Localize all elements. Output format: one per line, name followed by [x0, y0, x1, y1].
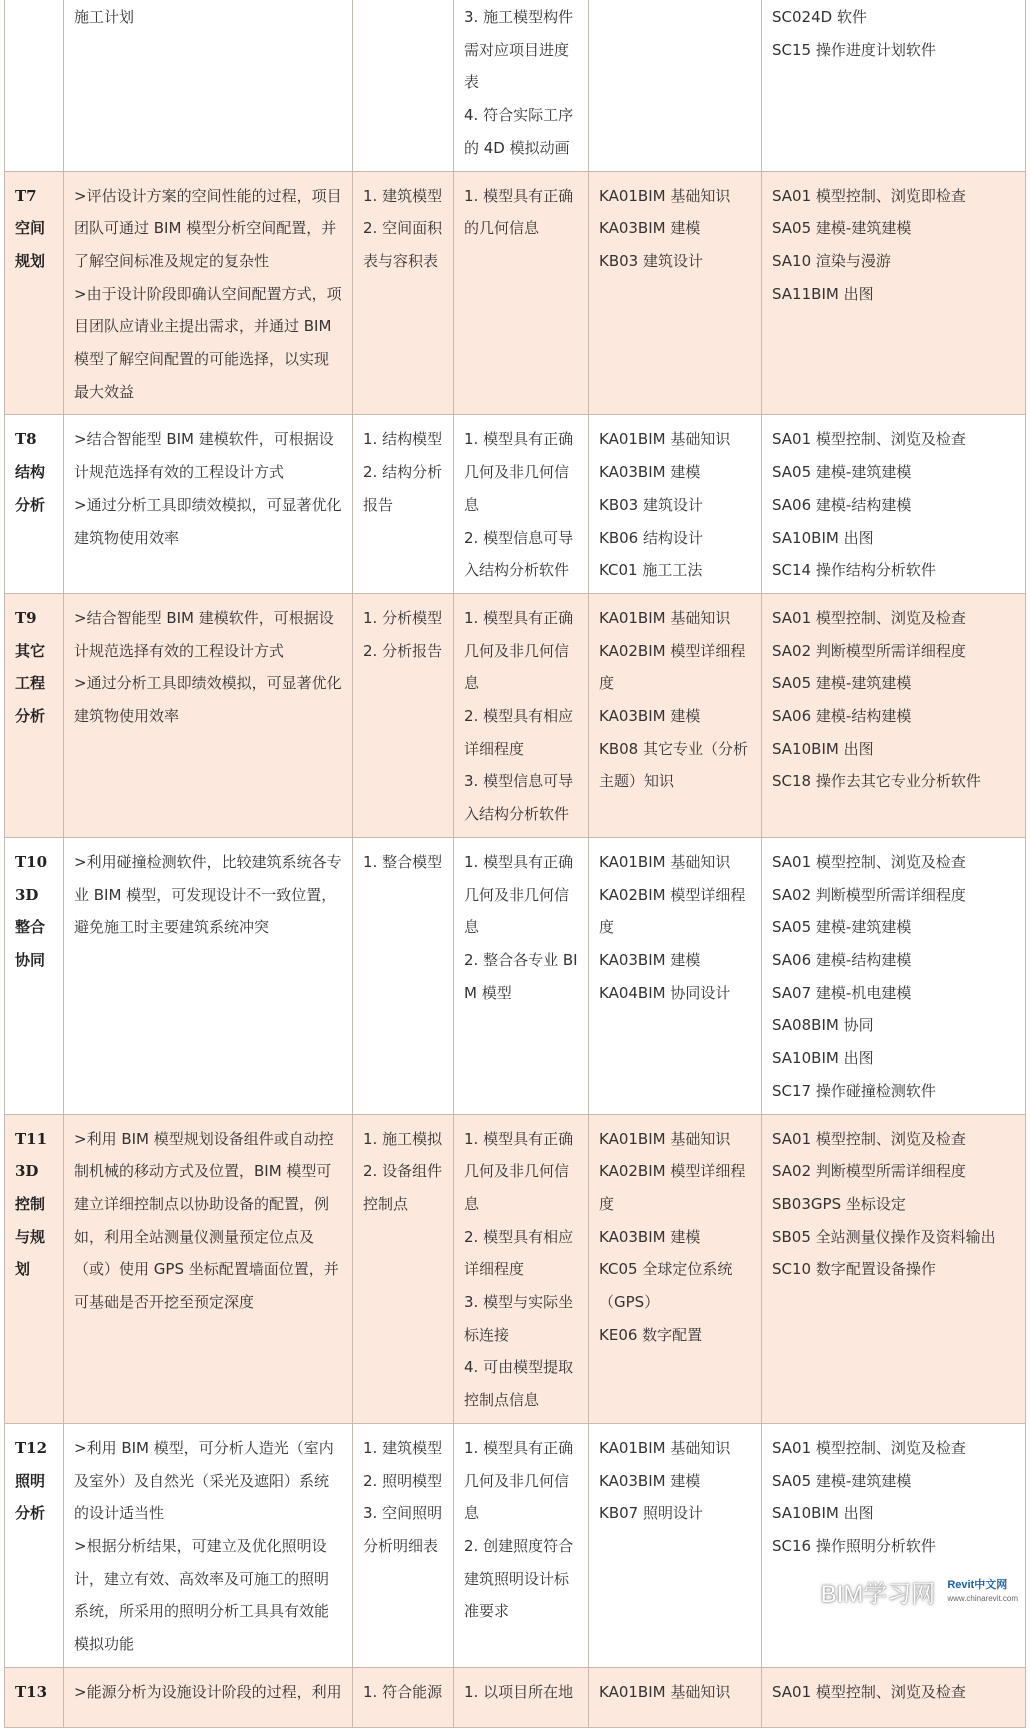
deliverables-line: 2. 照明模型: [363, 1471, 443, 1490]
knowledge-line: KA01BIM 基础知识: [599, 430, 731, 449]
skills-line: SC17 操作碰撞检测软件: [772, 1081, 936, 1100]
requirements-line: 1. 模型具有正确几何及非几何信息: [464, 852, 574, 937]
requirements-line: 2. 模型具有相应详细程度: [464, 707, 574, 758]
table-row: [5, 593, 1026, 837]
knowledge-line: KC01 施工工法: [599, 561, 703, 580]
table-row: [5, 1114, 1026, 1423]
desc-line: >评估设计方案的空间性能的过程，项目团队可通过 BIM 模型分析空间配置，并了解空间标准及规定的复杂性: [74, 186, 342, 270]
requirements-line: 1. 模型具有正确的几何信息: [464, 186, 574, 238]
deliverables-cell: [353, 0, 454, 171]
knowledge-line: KA01BIM 基础知识: [599, 852, 731, 871]
deliverables-cell: [353, 593, 454, 837]
skills-line: SA10BIM 出图: [772, 739, 874, 758]
requirements-line: 2. 创建照度符合建筑照明设计标准要求: [464, 1536, 574, 1621]
skills-line: SA06 建模-结构建模: [772, 950, 912, 969]
table-row: [5, 171, 1026, 415]
skills-line: SA01 模型控制、浏览即检查: [772, 186, 966, 205]
desc-line: >能源分析为设施设计阶段的过程，利用: [74, 1682, 342, 1701]
knowledge-cell: [589, 1114, 762, 1423]
knowledge-cell: [589, 415, 762, 594]
skills-line: SA07 建模-机电建模: [772, 983, 912, 1002]
knowledge-line: KC05 全球定位系统（GPS）: [599, 1260, 733, 1312]
desc-cell: [64, 1423, 353, 1667]
requirements-line: 表: [464, 73, 480, 92]
skills-line: SC10 数字配置设备操作: [772, 1260, 936, 1279]
skills-line: SA05 建模-建筑建模: [772, 918, 912, 937]
deliverables-cell: [353, 171, 454, 415]
table-row: [5, 415, 1026, 594]
desc-cell: [64, 415, 353, 594]
requirements-cell: [454, 837, 589, 1114]
requirements-cell: [454, 0, 589, 171]
requirements-cell: [454, 415, 589, 594]
skills-line: SA10BIM 出图: [772, 1049, 874, 1068]
skills-line: SA10BIM 出图: [772, 528, 874, 547]
skills-cell: [762, 415, 1026, 594]
skills-cell: [762, 593, 1026, 837]
knowledge-line: KA03BIM 建模: [599, 219, 701, 238]
skills-line: SA10 渲染与漫游: [772, 251, 891, 270]
requirements-cell: [454, 593, 589, 837]
desc-line: >根据分析结果，可建立及优化照明设计，建立有效、高效率及可施工的照明系统，所采用的照明分析工具具有效能模拟功能: [74, 1536, 330, 1654]
watermark: [821, 1574, 1022, 1609]
desc-cell: [64, 1114, 353, 1423]
task-code-cell: T9 其它工程分析: [5, 593, 64, 837]
knowledge-line: KB08 其它专业（分析主题）知识: [599, 739, 748, 791]
requirements-line: 1. 以项目所在地: [464, 1682, 574, 1701]
desc-line: >通过分析工具即绩效模拟，可显著优化建筑物使用效率: [74, 674, 342, 726]
table-row: [5, 837, 1026, 1114]
table-row: [5, 0, 1026, 171]
task-code-cell: [5, 0, 64, 171]
skills-line: SA01 模型控制、浏览及检查: [772, 1438, 966, 1457]
skills-line: SA05 建模-建筑建模: [772, 219, 912, 238]
watermark-text: BIM学习网: [820, 1581, 936, 1608]
knowledge-line: KB03 建筑设计: [599, 495, 703, 514]
desc-cell: [64, 837, 353, 1114]
knowledge-line: KA01BIM 基础知识: [599, 1682, 731, 1701]
desc-line: >利用碰撞检测软件，比较建筑系统各专业 BIM 模型，可发现设计不一致位置，避免施工时主要建筑系统冲突: [74, 852, 342, 937]
skills-line: SA02 判断模型所需详细程度: [772, 1162, 966, 1181]
requirements-line: 1. 模型具有正确几何及非几何信息: [464, 1438, 574, 1523]
requirements-line: 1. 模型具有正确几何及非几何信息: [464, 1129, 574, 1213]
deliverables-line: 2. 空间面积表与容积表: [363, 219, 443, 270]
task-code-cell: T11 3D 控制与规划: [5, 1114, 64, 1423]
deliverables-cell: [353, 1423, 454, 1667]
skills-line: SA08BIM 协同: [772, 1016, 874, 1035]
requirements-line: 3. 模型信息可导入结构分析软件: [464, 772, 574, 824]
knowledge-line: KA01BIM 基础知识: [599, 608, 731, 627]
requirements-line: 4. 符合实际工序: [464, 106, 574, 125]
knowledge-line: KA03BIM 建模: [599, 1227, 701, 1246]
requirements-line: 1. 模型具有正确几何及非几何信息: [464, 608, 574, 693]
knowledge-line: KA03BIM 建模: [599, 1471, 701, 1490]
skills-line: SA01 模型控制、浏览及检查: [772, 852, 966, 871]
requirements-line: 3. 模型与实际坐标连接: [464, 1293, 574, 1344]
skills-line: SC18 操作去其它专业分析软件: [772, 772, 981, 791]
deliverables-cell: [353, 837, 454, 1114]
task-code-cell: T7 空间规划: [5, 171, 64, 415]
knowledge-line: KA03BIM 建模: [599, 463, 701, 482]
knowledge-line: KE06 数字配置: [599, 1325, 703, 1344]
knowledge-cell: [589, 593, 762, 837]
requirements-cell: [454, 1667, 589, 1727]
desc-line: >结合智能型 BIM 建模软件，可根据设计规范选择有效的工程设计方式: [74, 608, 334, 660]
knowledge-cell: [589, 171, 762, 415]
desc-line: >通过分析工具即绩效模拟，可显著优化建筑物使用效率: [74, 495, 342, 547]
desc-cell: [64, 171, 353, 415]
desc-line: >利用 BIM 模型规划设备组件或自动控制机械的移动方式及位置，BIM 模型可建立详细控制点以协助设备的配置，例如，利用全站测量仪测量预定位点及（或）使用 GPS 坐标配置墙面位置，并可基础是否开挖至预定深度: [74, 1129, 339, 1312]
deliverables-line: 2. 分析报告: [363, 641, 443, 660]
skills-line: SA06 建模-结构建模: [772, 495, 912, 514]
desc-cell: [64, 1667, 353, 1727]
skills-line: SA06 建模-结构建模: [772, 707, 912, 726]
skills-cell: [762, 0, 1026, 171]
requirements-cell: [454, 1114, 589, 1423]
skills-cell: [762, 837, 1026, 1114]
knowledge-line: KA02BIM 模型详细程度: [599, 1162, 746, 1213]
requirements-line: 2. 模型具有相应详细程度: [464, 1227, 574, 1279]
requirements-line: 1. 模型具有正确几何及非几何信息: [464, 430, 574, 514]
table-row: [5, 1423, 1026, 1667]
skills-cell: [762, 171, 1026, 415]
deliverables-cell: [353, 1667, 454, 1727]
requirements-cell: [454, 1423, 589, 1667]
requirements-line: 3. 施工模型构件: [464, 8, 574, 26]
requirements-line: 4. 可由模型提取控制点信息: [464, 1358, 574, 1410]
knowledge-line: KA02BIM 模型详细程度: [599, 885, 746, 937]
deliverables-line: 1. 符合能源: [363, 1682, 443, 1701]
skills-line: SA11BIM 出图: [772, 284, 874, 303]
skills-line: SC14 操作结构分析软件: [772, 561, 936, 580]
desc-line: >结合智能型 BIM 建模软件，可根据设计规范选择有效的工程设计方式: [74, 430, 334, 482]
skills-line: SA05 建模-建筑建模: [772, 463, 912, 482]
knowledge-line: KA03BIM 建模: [599, 707, 701, 726]
desc-cell: [64, 0, 353, 171]
skills-line: SB03GPS 坐标设定: [772, 1194, 906, 1213]
knowledge-line: KA03BIM 建模: [599, 950, 701, 969]
requirements-cell: [454, 171, 589, 415]
skills-cell: [762, 1114, 1026, 1423]
requirements-line: 的 4D 模拟动画: [464, 138, 570, 157]
skills-line: SA02 判断模型所需详细程度: [772, 641, 966, 660]
skills-line: SA01 模型控制、浏览及检查: [772, 1682, 966, 1701]
skills-line: SA05 建模-建筑建模: [772, 674, 912, 693]
skills-cell: [762, 1667, 1026, 1727]
deliverables-line: 1. 结构模型: [363, 430, 443, 449]
desc-line: >由于设计阶段即确认空间配置方式，项目团队应请业主提出需求，并通过 BIM 模型了解空间配置的可能选择，以实现最大效益: [74, 284, 342, 401]
skills-line: SA01 模型控制、浏览及检查: [772, 608, 966, 627]
skills-line: SA02 判断模型所需详细程度: [772, 885, 966, 904]
skills-line: SA01 模型控制、浏览及检查: [772, 1129, 966, 1148]
revit-logo: [943, 1578, 1022, 1606]
skills-line: SC16 操作照明分析软件: [772, 1536, 936, 1555]
deliverables-cell: [353, 1114, 454, 1423]
revit-logo-url: www.chinarevit.com: [947, 1593, 1018, 1603]
knowledge-cell: [589, 0, 762, 171]
knowledge-cell: [589, 1667, 762, 1727]
knowledge-line: KA01BIM 基础知识: [599, 186, 731, 205]
bim-task-table: [4, 0, 1026, 1728]
requirements-line: 需对应项目进度: [464, 40, 570, 59]
task-code-cell: T10 3D 整合协同: [5, 837, 64, 1114]
knowledge-cell: [589, 837, 762, 1114]
desc-cell: [64, 593, 353, 837]
skills-line: SA01 模型控制、浏览及检查: [772, 430, 966, 449]
skills-line: SA10BIM 出图: [772, 1504, 874, 1523]
skills-line: SC15 操作进度计划软件: [772, 40, 936, 59]
knowledge-line: KA01BIM 基础知识: [599, 1438, 731, 1457]
knowledge-line: KA01BIM 基础知识: [599, 1129, 731, 1148]
requirements-line: 2. 整合各专业 BIM 模型: [464, 950, 578, 1002]
knowledge-line: KA04BIM 协同设计: [599, 983, 731, 1002]
skills-cell: [762, 1423, 1026, 1667]
skills-line: SB05 全站测量仪操作及资料输出: [772, 1227, 996, 1246]
task-code-cell: T8 结构分析: [5, 415, 64, 594]
knowledge-line: KB03 建筑设计: [599, 251, 703, 270]
knowledge-line: KB06 结构设计: [599, 528, 703, 547]
deliverables-line: 2. 结构分析报告: [363, 463, 443, 514]
desc-line: >利用 BIM 模型，可分析人造光（室内及室外）及自然光（采光及遮阳）系统的设计适当性: [74, 1438, 334, 1523]
deliverables-line: 3. 空间照明分析明细表: [363, 1504, 443, 1555]
deliverables-cell: [353, 415, 454, 594]
table-row: [5, 1667, 1026, 1727]
knowledge-cell: [589, 1423, 762, 1667]
skills-line: SC024D 软件: [772, 8, 867, 26]
task-code-cell: T12 照明分析: [5, 1423, 64, 1667]
desc-line: 施工计划: [74, 8, 135, 26]
requirements-line: 2. 模型信息可导入结构分析软件: [464, 528, 574, 580]
task-code-cell: T13: [5, 1667, 64, 1727]
deliverables-line: 1. 施工模拟: [363, 1129, 443, 1148]
table-body: [5, 0, 1026, 1727]
deliverables-line: 1. 建筑模型: [363, 1438, 443, 1457]
deliverables-line: 1. 建筑模型: [363, 186, 443, 205]
revit-logo-text: Revit中文网: [947, 1578, 1008, 1591]
deliverables-line: 1. 整合模型: [363, 852, 443, 871]
knowledge-line: KA02BIM 模型详细程度: [599, 641, 746, 693]
skills-line: SA05 建模-建筑建模: [772, 1471, 912, 1490]
deliverables-line: 2. 设备组件控制点: [363, 1162, 443, 1213]
knowledge-line: KB07 照明设计: [599, 1504, 703, 1523]
deliverables-line: 1. 分析模型: [363, 608, 443, 627]
